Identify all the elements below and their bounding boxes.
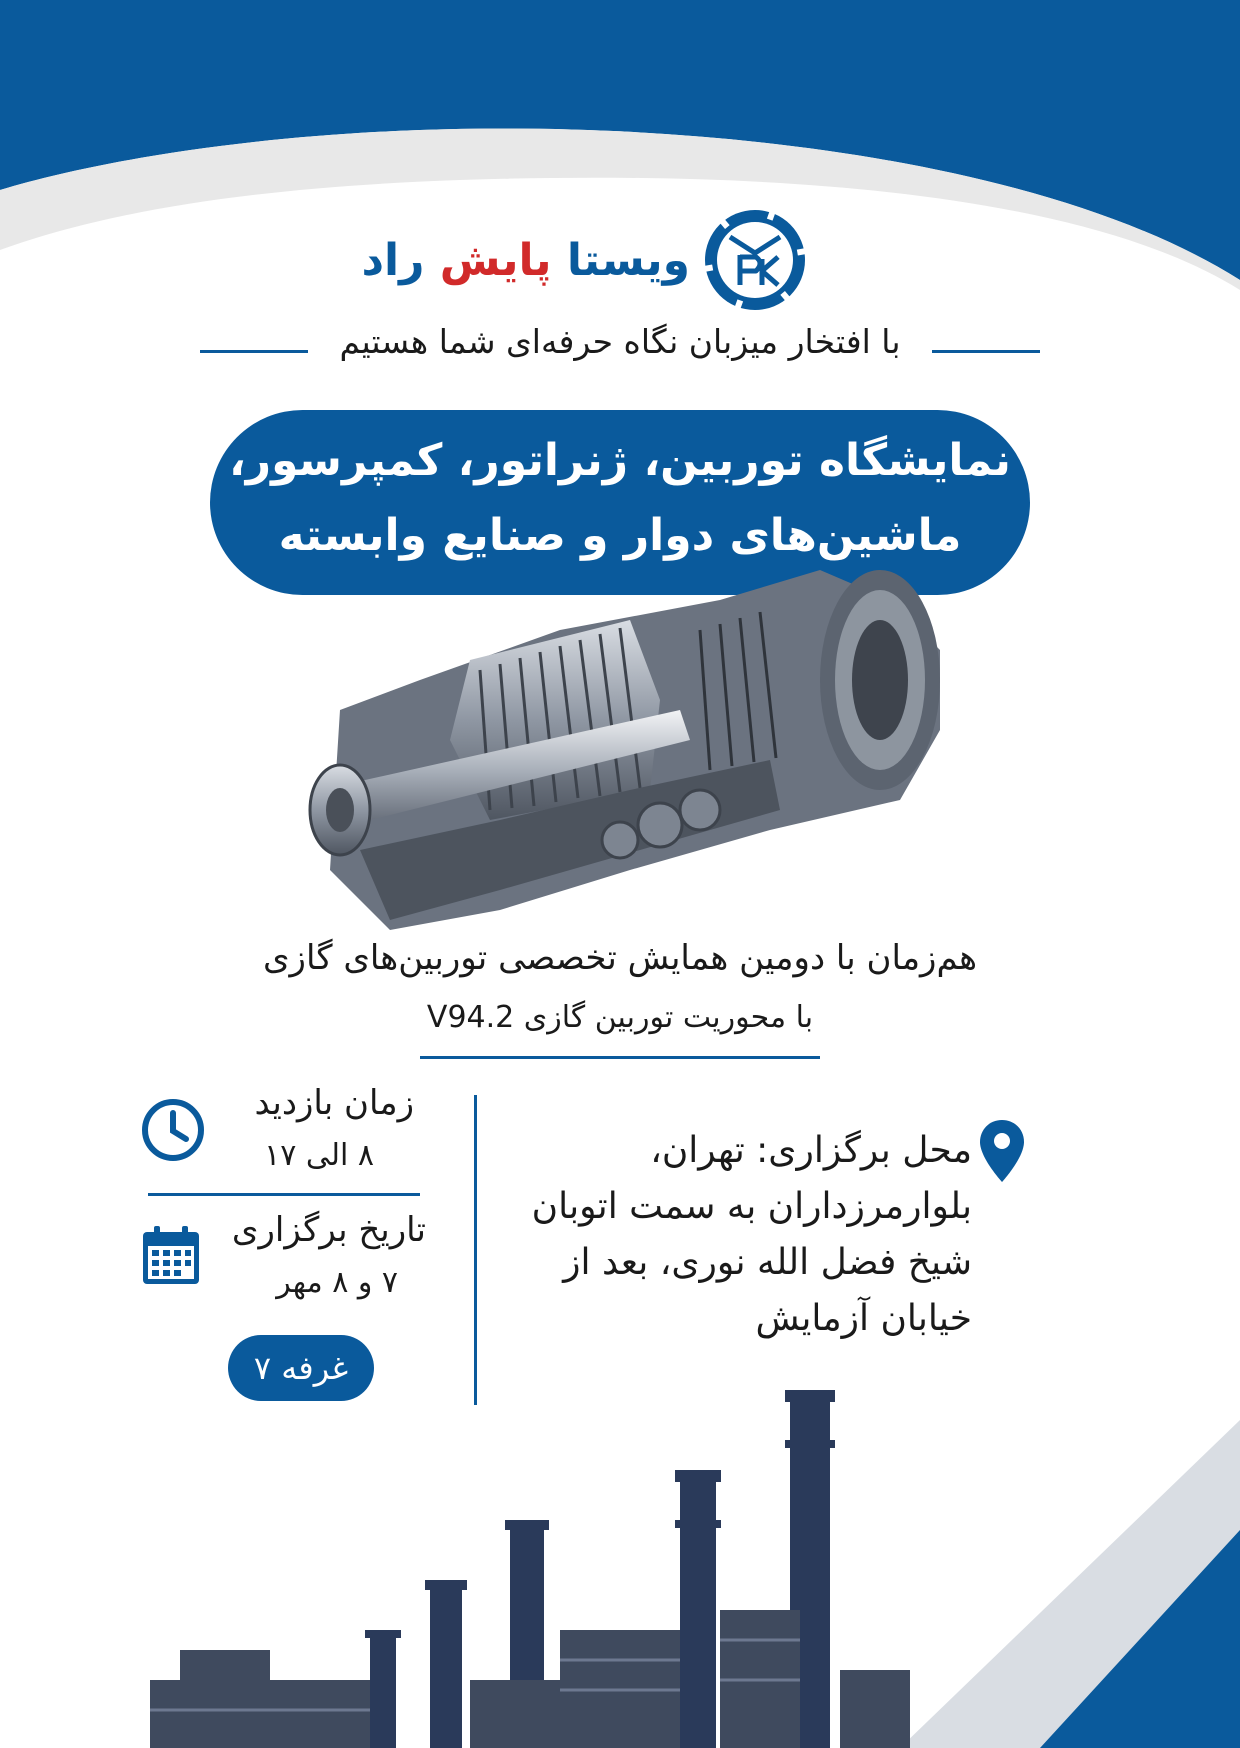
title-line-1: نمایشگاه توربین، ژنراتور، کمپرسور،: [229, 435, 1011, 486]
location-line-4: خیابان آزمایش: [755, 1298, 972, 1339]
info-divider-vertical: [474, 1095, 477, 1405]
brand-name-part3: راد: [361, 235, 425, 286]
visit-time-value: ۸ الی ۱۷: [264, 1138, 374, 1173]
calendar-icon: [140, 1224, 202, 1288]
booth-badge: غرفه ۷: [228, 1335, 374, 1401]
location-pin-icon: [978, 1118, 1026, 1184]
brand-name-part1: ویستا: [566, 235, 690, 286]
title-line-2: ماشین‌های دوار و صنایع وابسته: [278, 510, 962, 561]
tagline-row: [200, 322, 1040, 372]
gas-turbine-illustration: [300, 560, 950, 950]
date-value: ۷ و ۸ مهر: [276, 1265, 398, 1300]
brand-name: [361, 235, 690, 286]
location-line-2: بلوارمرزداران به سمت اتوبان: [531, 1186, 972, 1227]
power-plant-illustration: [0, 1380, 1240, 1748]
location-line-3: شیخ فضل الله نوری، بعد از: [563, 1242, 972, 1283]
brand: [361, 205, 840, 315]
subtitle-line-2: با محوریت توربین گازی V94.2: [426, 1000, 814, 1035]
brand-logo-icon: [700, 205, 810, 315]
location-line-1: محل برگزاری: تهران،: [650, 1130, 972, 1171]
tagline: با افتخار میزبان نگاه حرفه‌ای شما هستیم: [339, 322, 901, 361]
info-divider-horizontal: [148, 1193, 420, 1196]
clock-icon: [140, 1097, 206, 1163]
subtitle-line-1: هم‌زمان با دومین همایش تخصصی توربین‌های گازی: [262, 938, 978, 978]
subtitle-underline: [420, 1056, 820, 1059]
brand-name-part2: پایش: [439, 235, 552, 286]
date-title: تاریخ برگزاری: [231, 1210, 426, 1250]
visit-time-title: زمان بازدید: [254, 1083, 414, 1123]
